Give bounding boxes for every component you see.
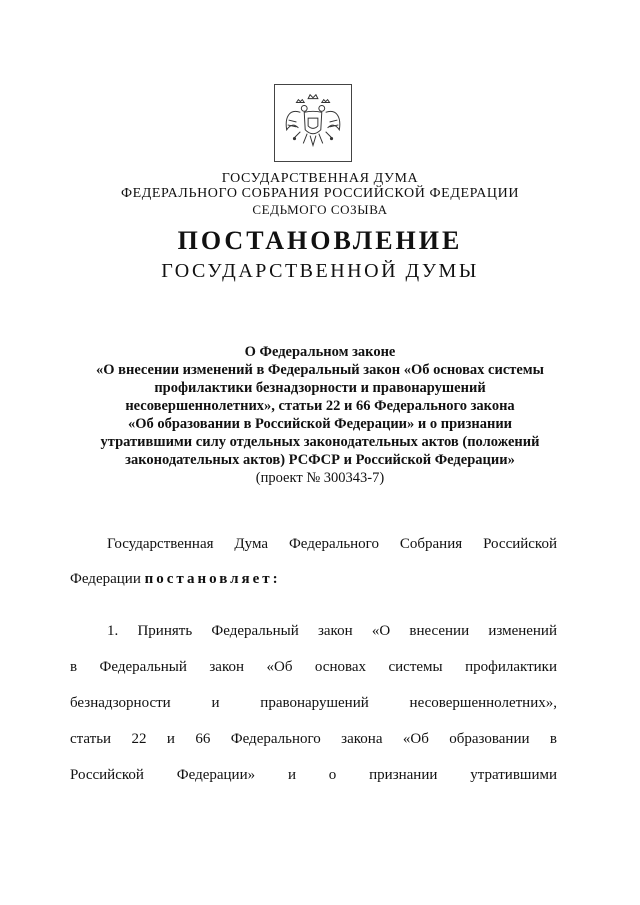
document-subtitle: ГОСУДАРСТВЕННОЙ ДУМЫ [161,260,479,282]
subject-line: утратившими силу отдельных законодательных актов (положений [100,434,540,450]
body-paragraph-line: Государственная Дума Федерального Собрания Российской [107,536,557,552]
coat-of-arms-icon [274,84,352,162]
subject-line: «Об образовании в Российской Федерации» и о признании [127,416,513,432]
body-paragraph-line [70,571,557,588]
document-title: ПОСТАНОВЛЕНИЕ [177,226,463,255]
subject-line: «О внесении изменений в Федеральный закон «Об основах системы [95,362,545,378]
subject-line: О Федеральном законе [244,344,396,360]
header-line-assembly: ФЕДЕРАЛЬНОГО СОБРАНИЯ РОССИЙСКОЙ ФЕДЕРАЦИИ [120,186,520,201]
header-line-convocation: СЕДЬМОГО СОЗЫВА [252,202,388,217]
body-paragraph-line: Российской Федерации» и о признании утратившими [70,767,557,783]
body-text: Федерации [70,571,145,587]
subject-line: профилактики безнадзорности и правонарушений [154,380,486,396]
body-paragraph-line: безнадзорности и правонарушений несовершеннолетних», [70,695,557,711]
project-number: (проект № 300343-7) [255,470,385,486]
body-paragraph-line: 1. Принять Федеральный закон «О внесении изменений [107,623,557,639]
subject-line: несовершеннолетних», статьи 22 и 66 Федерального закона [125,398,515,414]
body-paragraph-line: статьи 22 и 66 Федерального закона «Об образовании в [70,731,557,747]
resolution-subject [70,343,570,487]
decree-verb: постановляет: [144,571,281,587]
subject-line: законодательных актов) РСФСР и Российской Федерации» [125,452,515,468]
header-line-duma: ГОСУДАРСТВЕННАЯ ДУМА [221,171,419,186]
body-paragraph-line: в Федеральный закон «Об основах системы профилактики [70,659,557,675]
